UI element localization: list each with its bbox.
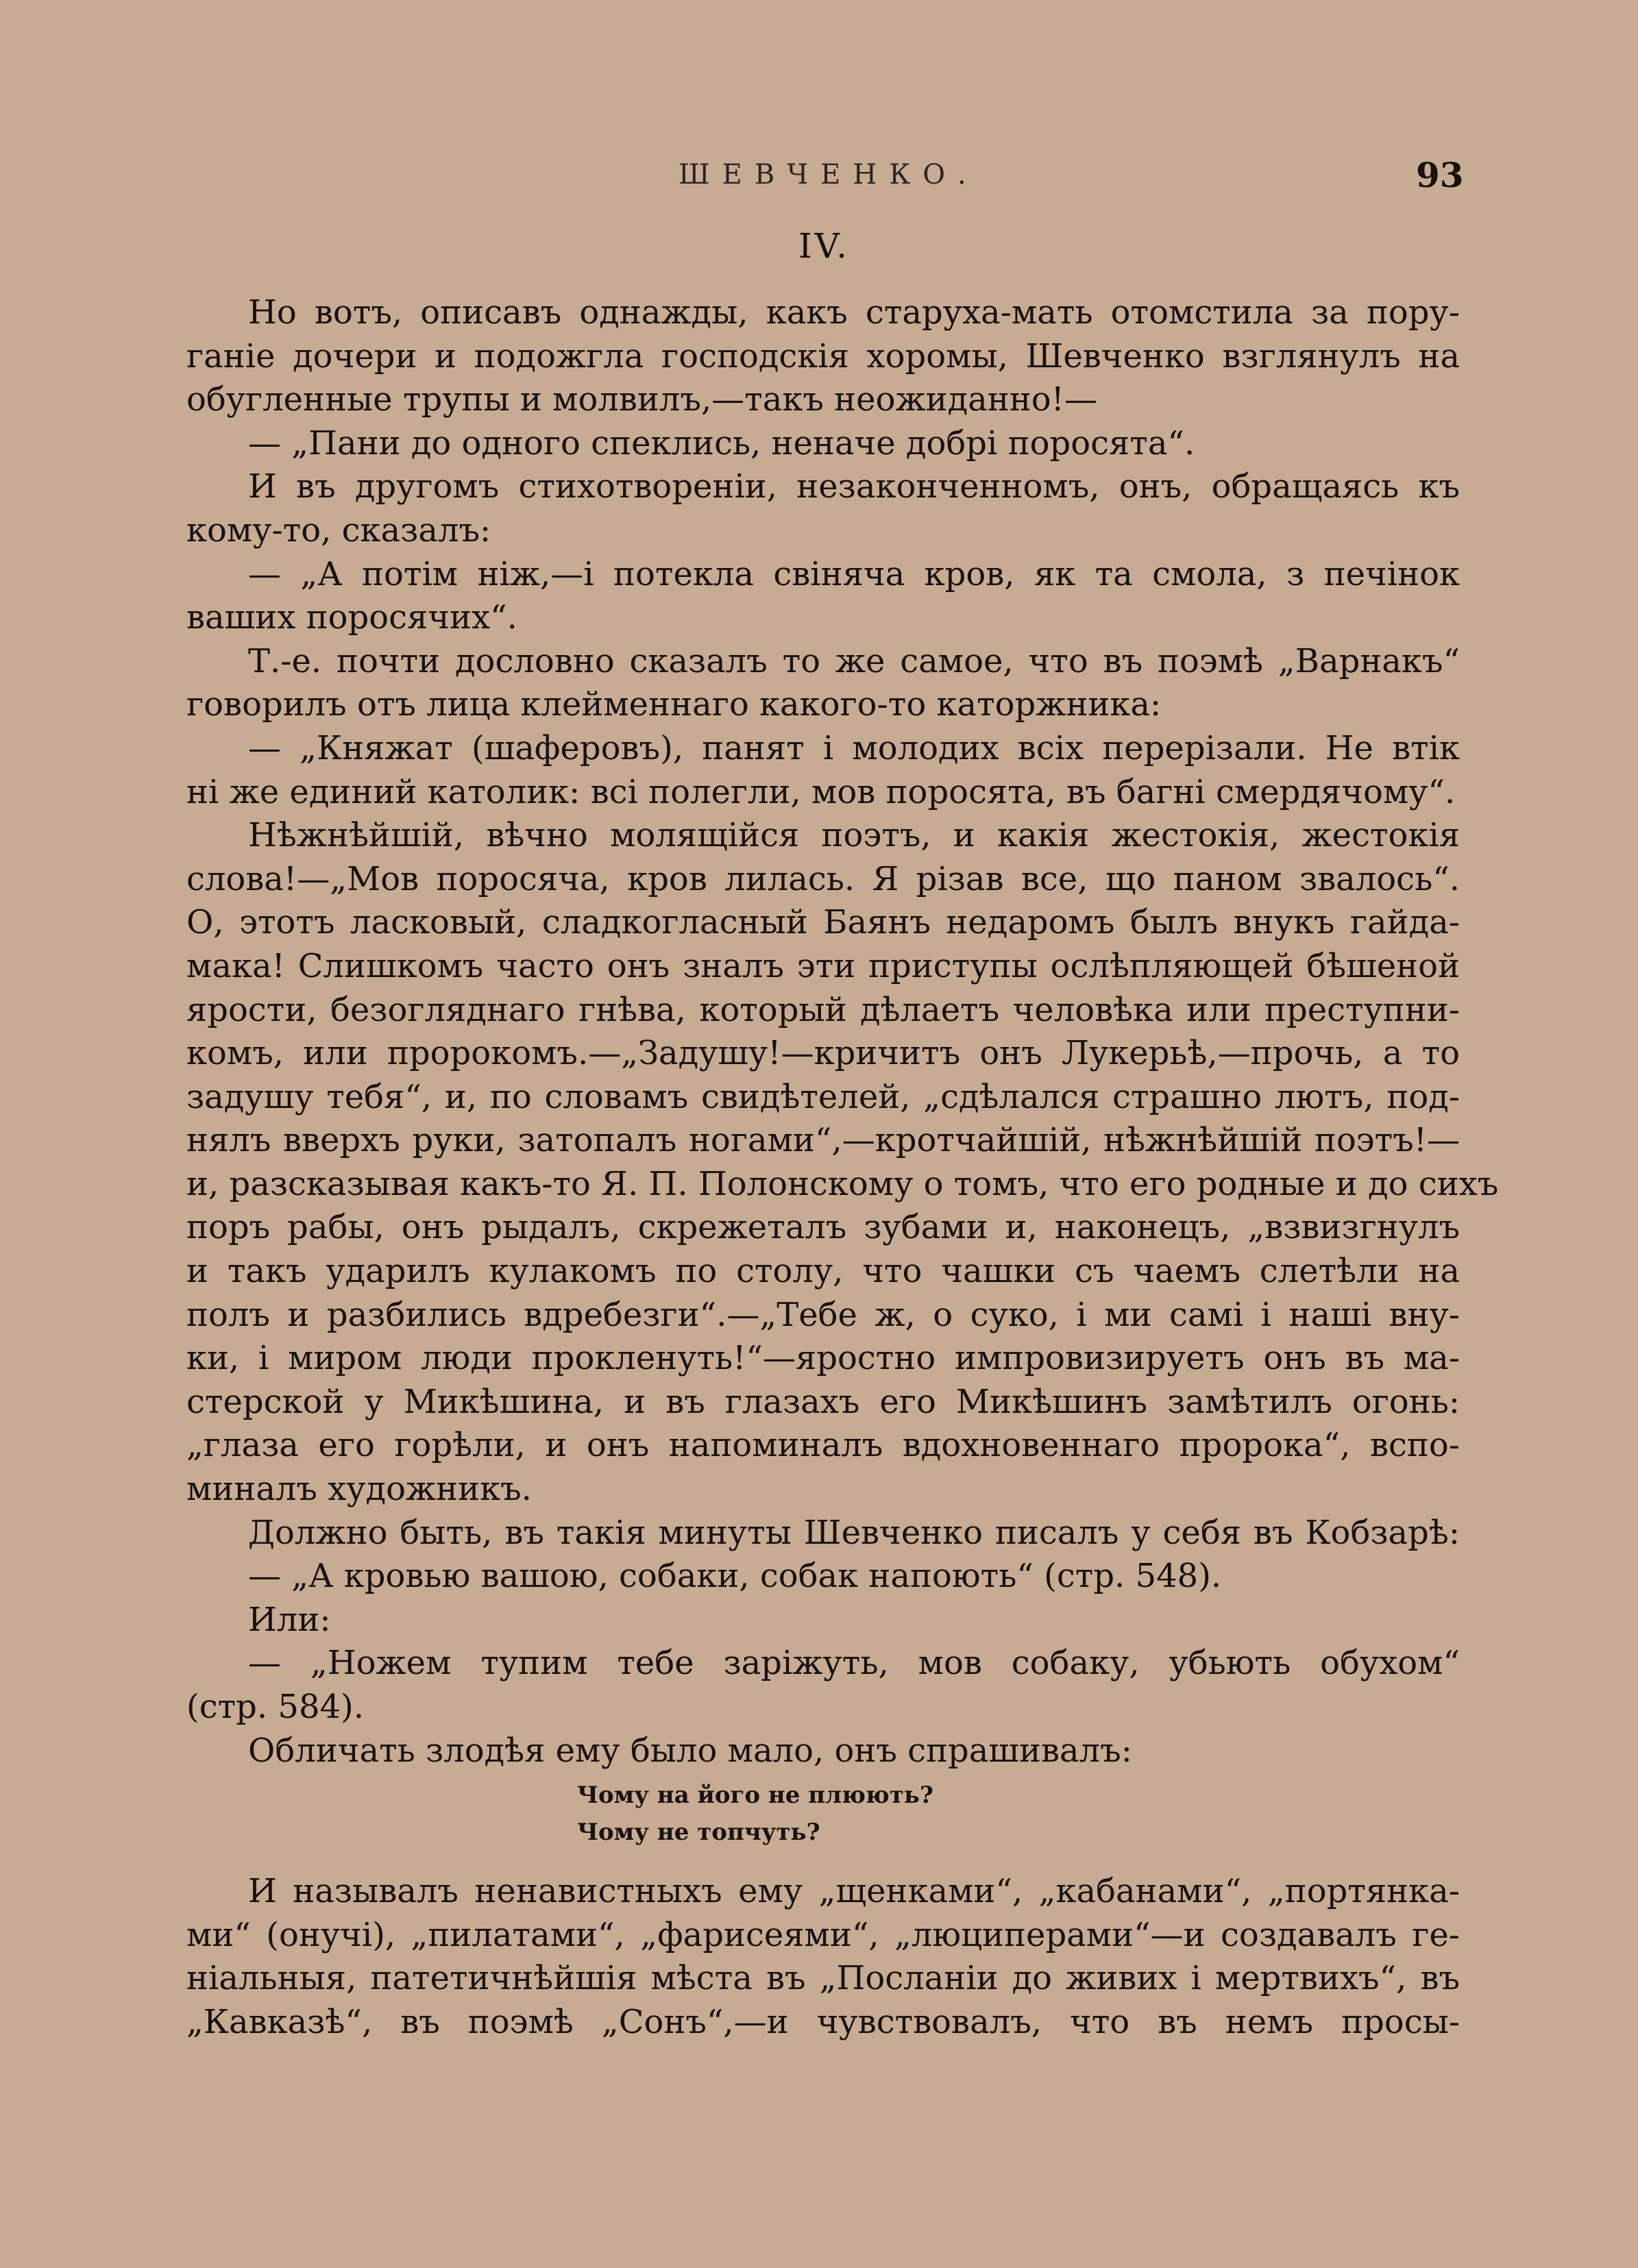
text-line: И въ другомъ стихотвореніи, незаконченномъ, онъ, обращаясь къ [248, 467, 1460, 506]
text-line: комъ, или пророкомъ.—„Задушу!—кричитъ онъ Лукерьѣ,—прочь, а то [186, 1034, 1460, 1073]
text-line: Но вотъ, описавъ однажды, какъ старуха-мать отомстила за пору- [248, 293, 1460, 332]
paragraphs-before-verse [186, 291, 1499, 1773]
text-line: Обличать злодѣя ему было мало, онъ спрашивалъ: [248, 1731, 1132, 1770]
text-line: и, разсказывая какъ-то Я. П. Полонскому о томъ, что его родные и до сихъ [186, 1164, 1499, 1203]
text-line: миналъ художникъ. [186, 1470, 532, 1509]
text-line: — „А кровью вашою, собаки, собак напоють“ (стр. 548). [248, 1557, 1222, 1596]
verse-line: Чому не топчуть? [577, 1819, 820, 1847]
text-line: задушу тебя“, и, по словамъ свидѣтелей, „сдѣлался страшно лютъ, под- [186, 1077, 1460, 1116]
text-line: ваших поросячих“. [186, 598, 517, 637]
text-line: О, этотъ ласковый, сладкогласный Баянъ недаромъ былъ внукъ гайда- [186, 903, 1460, 942]
text-line: — „Пани до одного спеклись, неначе добрі поросята“. [248, 423, 1195, 463]
text-line: поръ рабы, онъ рыдалъ, скрежеталъ зубами и, наконецъ, „взвизгнулъ [186, 1208, 1460, 1247]
paragraphs-after-verse [186, 1870, 1460, 2044]
text-line: — „Ножем тупим тебе заріжуть, мов собаку, убьють обухом“ [248, 1644, 1460, 1683]
text-line: ганіе дочери и подожгла господскія хоромы, Шевченко взглянулъ на [186, 336, 1460, 375]
page-number: 93 [1416, 155, 1464, 195]
chapter-heading: IV. [798, 226, 851, 266]
text-line: и такъ ударилъ кулакомъ по столу, что чашки съ чаемъ слетѣли на [186, 1252, 1460, 1291]
text-line: Нѣжнѣйшій, вѣчно молящійся поэтъ, и какія жестокія, жестокія [248, 816, 1460, 855]
text-line: — „А потім ніж,—і потекла свіняча кров, як та смола, з печінок [248, 554, 1460, 593]
text-line: мака! Слишкомъ часто онъ зналъ эти приступы ослѣпляющей бѣшеной [186, 946, 1460, 985]
text-line: ніальныя, патетичнѣйшія мѣста въ „Посланіи до живих і мертвихъ“, въ [186, 1959, 1460, 1998]
text-line: ні же единий католик: всі полегли, мов поросята, въ багні смердячому“. [186, 772, 1456, 811]
text-line: говорилъ отъ лица клейменнаго какого-то каторжника: [186, 685, 1162, 724]
text-line: — „Княжат (шаферовъ), панят і молодих всіх перерізали. Не втік [248, 728, 1460, 767]
body-text [186, 291, 1499, 2045]
text-line: полъ и разбились вдребезги“.—„Тебе ж, о суко, і ми самі і наші вну- [186, 1295, 1460, 1334]
text-line: обугленные трупы и молвилъ,—такъ неожиданно!— [186, 380, 1097, 419]
text-line: Т.-е. почти дословно сказалъ то же самое, что въ поэмѣ „Варнакъ“ [248, 641, 1460, 680]
text-line: ки, і миром люди прокленуть!“—яростно импровизируетъ онъ въ ма- [186, 1339, 1460, 1378]
text-line: „глаза его горѣли, и онъ напоминалъ вдохновеннаго пророка“, вспо- [186, 1426, 1460, 1465]
text-line: нялъ вверхъ руки, затопалъ ногами“,—кротчайшій, нѣжнѣйшій поэтъ!— [186, 1121, 1460, 1160]
text-line: слова!—„Мов поросяча, кров лилась. Я різав все, що паном звалось“. [186, 859, 1460, 898]
text-line: ярости, безоглядн​аго гнѣва, который дѣлаетъ человѣка или преступни- [186, 990, 1460, 1029]
text-line: кому-то, сказалъ: [186, 510, 491, 550]
text-line: ми“ (онучі), „пилатами“, „фарисеями“, „люциперами“—и создавалъ ге- [186, 1915, 1460, 1954]
text-line: стерской у Микѣшина, и въ глазахъ его Микѣшинъ замѣтилъ огонь: [186, 1382, 1460, 1421]
text-line: Должно быть, въ такія минуты Шевченко писалъ у себя въ Кобзарѣ: [248, 1513, 1460, 1552]
text-line: „Кавказѣ“, въ поэмѣ „Сонъ“,—и чувствовалъ, что въ немъ просы- [186, 2002, 1460, 2041]
verse-quote [186, 1777, 1460, 1851]
running-head: ШЕВЧЕНКО. [679, 159, 979, 190]
text-line: И называлъ ненавистныхъ ему „щенками“, „кабанами“, „портянка- [248, 1872, 1460, 1911]
text-line: Или: [248, 1600, 331, 1639]
verse-line: Чому на його не плюють? [577, 1782, 933, 1810]
text-line: (стр. 584). [186, 1688, 365, 1726]
